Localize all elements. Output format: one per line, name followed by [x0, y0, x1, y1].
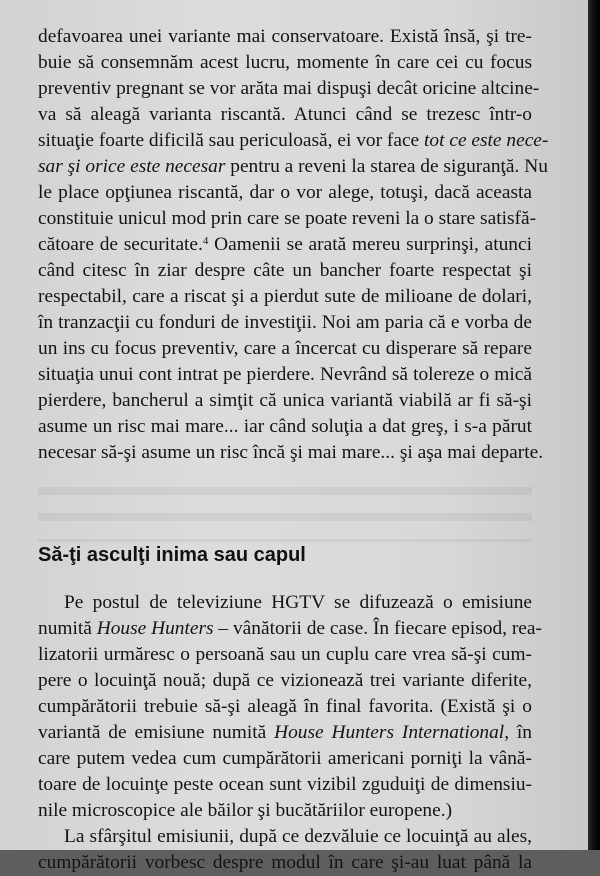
text-line: constituie unicul mod prin care se poate reveni la o stare satisfă-	[38, 208, 537, 229]
text-line: pere o locuinţă nouă; după ce vizionează trei variante diferite,	[38, 670, 532, 691]
text-line: le place opţiunea riscantă, dar o vor alege, totuşi, dacă aceasta	[38, 182, 532, 203]
text-line: La sfârşitul emisiunii, după ce dezvăluie ce locuinţă au ales,	[64, 826, 532, 847]
text-line: toare de locuinţe peste ocean sunt vizibil zguduiţi de dimensiu-	[38, 774, 532, 795]
show-through-text	[38, 478, 532, 542]
italic-phrase: House Hunters	[96, 618, 214, 639]
text-segment: , în	[504, 722, 533, 743]
paragraph-2	[38, 590, 542, 824]
italic-phrase: tot ce este nece-	[424, 130, 549, 151]
text-segment: situaţie foarte dificilă sau periculoasă, ei vor face	[38, 130, 425, 151]
text-line: va să aleagă varianta riscantă. Atunci când se trezesc într-o	[38, 104, 532, 125]
text-line: un ins cu focus preventiv, care a încercat cu disperare să repare	[38, 338, 532, 359]
text-segment: cătoare de securitate.	[38, 234, 203, 255]
text-segment: – vânătorii de case. În fiecare episod, rea-	[213, 618, 542, 639]
text-line: cumpărătorii trebuie să-şi aleagă în final favorita. (Există şi o	[38, 696, 532, 717]
text-line: defavoarea unei variante mai conservatoare. Există însă, şi tre-	[38, 26, 532, 47]
text-line	[38, 232, 532, 258]
text-line	[38, 128, 549, 154]
text-line: pierdere, bancherul a simţit că unica variantă viabilă ar fi să-şi	[38, 390, 532, 411]
text-line	[38, 720, 532, 746]
text-segment: pentru a reveni la starea de siguranţă. Nu	[225, 156, 548, 177]
book-binding-edge	[588, 0, 600, 850]
text-segment: numită	[38, 618, 97, 639]
text-line: care putem vedea cum cumpărătorii americani porniţi la vână-	[38, 748, 532, 769]
text-line: buie să consemnăm acest lucru, momente în care cei cu focus	[38, 52, 532, 73]
text-line: respectabil, care a riscat şi a pierdut sute de milioane de dolari,	[38, 286, 532, 307]
text-line: lizatorii urmăresc o persoană sau un cuplu care vrea să-şi cum-	[38, 644, 532, 665]
text-line: preventiv pregnant se vor arăta mai dispuşi decât oricine altcine-	[38, 78, 540, 99]
paragraph-3	[38, 824, 532, 876]
text-segment: variantă de emisiune numită	[38, 722, 275, 743]
italic-phrase: sar şi orice este necesar	[38, 156, 226, 177]
text-line: necesar să-şi asume un risc încă şi mai mare... şi aşa mai departe.	[38, 442, 544, 463]
text-line: când citesc în ziar despre câte un bancher foarte respectat şi	[38, 260, 532, 281]
text-column	[38, 24, 549, 876]
italic-phrase: House Hunters International	[274, 722, 505, 743]
text-line: cumpărătorii vorbesc despre modul în care şi-au luat până la	[38, 852, 532, 873]
text-line: Pe postul de televiziune HGTV se difuzează o emisiune	[64, 592, 532, 613]
text-line: în tranzacţii cu fonduri de investiţii. Noi am paria că e vorba de	[38, 312, 532, 333]
text-line: situaţia unui cont intrat pe pierdere. Nevrând să tolereze o mică	[38, 364, 532, 385]
text-line	[38, 154, 548, 180]
footnote-marker: 4	[202, 235, 209, 247]
text-line: asume un risc mai mare... iar când soluţia a dat greş, i s-a părut	[38, 416, 532, 437]
paragraph-1	[38, 24, 549, 466]
text-line	[38, 616, 542, 642]
text-line: nile microscopice ale băilor şi bucătăriilor europene.)	[38, 800, 453, 821]
text-segment: Oamenii se arată mereu surprinşi, atunci	[208, 234, 532, 255]
section-heading: Să-ţi asculţi inima sau capul	[38, 544, 306, 566]
